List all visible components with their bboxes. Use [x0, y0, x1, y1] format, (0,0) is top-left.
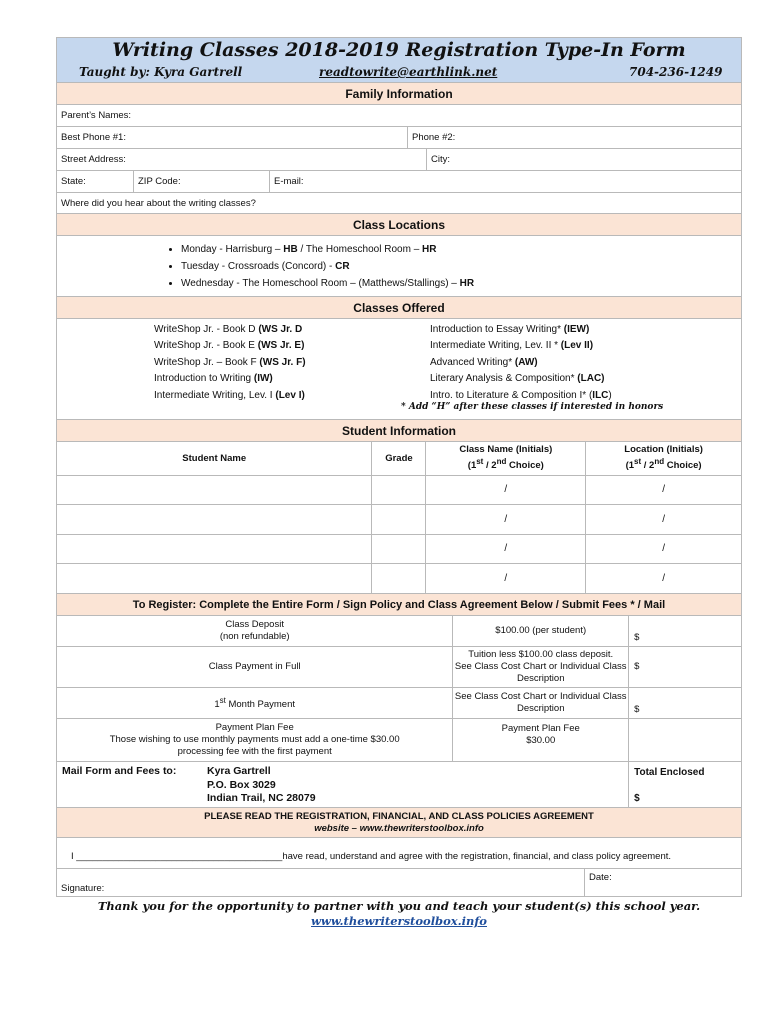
policy-heading — [56, 808, 742, 838]
student-name-field[interactable] — [57, 564, 372, 594]
registration-form — [56, 37, 742, 929]
taught-by: Taught by: Kyra Gartrell — [79, 65, 243, 79]
location-header-line1: Location (Initials) — [624, 444, 703, 456]
class-item: Literary Analysis & Composition* (LAC) — [430, 373, 605, 385]
location-item: • Monday - Harrisburg – HB / The Homeschool Room – HR — [181, 241, 741, 258]
street-address-label: Street Address: — [61, 154, 126, 165]
students-section-heading: Student Information — [56, 420, 742, 442]
mail-row — [57, 762, 742, 808]
location-choice-field[interactable]: / — [586, 475, 742, 505]
location-choice-field[interactable]: / — [586, 564, 742, 594]
referral-label: Where did you hear about the writing classes? — [61, 197, 256, 209]
family-section-heading: Family Information — [56, 83, 742, 105]
first-month-label: 1st Month Payment — [57, 688, 453, 719]
classes-right-column — [430, 322, 612, 404]
form-title: Writing Classes 2018-2019 Registration Type-In Form — [112, 39, 686, 61]
grade-field[interactable] — [372, 475, 426, 505]
student-name-field[interactable] — [57, 505, 372, 535]
email-field[interactable] — [270, 171, 741, 192]
payment-plan-label: Payment Plan Fee Those wishing to use monthly payments must add a one-time $30.00 processing fee with the first payment — [57, 719, 453, 762]
class-item: WriteShop Jr. - Book E (WS Jr. E) — [154, 340, 305, 352]
form-header — [56, 37, 742, 83]
signature-field[interactable] — [57, 869, 585, 896]
agreement-field[interactable] — [56, 838, 742, 869]
first-month-row — [57, 688, 742, 719]
signature-label: Signature: — [61, 883, 105, 894]
deposit-label: Class Deposit (non refundable) — [57, 616, 453, 647]
date-label: Date: — [589, 872, 612, 883]
locations-section-heading: Class Locations — [56, 214, 742, 236]
date-field[interactable] — [585, 869, 741, 896]
class-item: Intermediate Writing, Lev. II * (Lev II) — [430, 340, 594, 352]
zip-label: ZIP Code: — [138, 176, 181, 187]
class-item: WriteShop Jr. - Book D (WS Jr. D — [154, 324, 303, 335]
zip-field[interactable] — [134, 171, 270, 192]
state-field[interactable] — [57, 171, 134, 192]
class-choice-field[interactable]: / — [426, 505, 586, 535]
register-section-heading: To Register: Complete the Entire Form / Sign Policy and Class Agreement Below / Submit Fees * / Mail — [56, 594, 742, 616]
student-row — [57, 564, 742, 594]
phone2-label: Phone #2: — [412, 132, 456, 143]
website-link[interactable]: www.thewriterstoolbox.info — [311, 914, 487, 928]
classes-offered — [56, 319, 742, 420]
deposit-row — [57, 616, 742, 647]
street-address-field[interactable] — [57, 149, 427, 170]
payment-plan-row — [57, 719, 742, 762]
class-item: Introduction to Writing (IW) — [154, 373, 273, 385]
referral-field[interactable] — [56, 193, 742, 214]
full-payment-dollar-field[interactable]: $ — [629, 647, 742, 688]
mail-label: Mail Form and Fees to: — [62, 765, 177, 777]
payment-table — [56, 616, 742, 809]
student-table — [56, 442, 742, 594]
mail-address-lines: Kyra Gartrell P.O. Box 3029 Indian Trail, NC 28079 — [207, 765, 316, 804]
class-item: Advanced Writing* (AW) — [430, 356, 538, 368]
class-name-header — [426, 442, 586, 475]
student-name-field[interactable] — [57, 534, 372, 564]
first-month-dollar-field[interactable]: $ — [629, 688, 742, 719]
student-row — [57, 534, 742, 564]
class-name-header-line1: Class Name (Initials) — [459, 444, 553, 456]
student-name-header: Student Name — [57, 442, 372, 475]
class-item: Intro. to Literature & Composition I* (ILC) — [430, 389, 612, 401]
agreement-name-blank[interactable]: _______________________________________ — [76, 851, 283, 862]
grade-header: Grade — [372, 442, 426, 475]
student-row — [57, 475, 742, 505]
signature-row — [56, 869, 742, 897]
mail-address — [57, 762, 629, 808]
total-enclosed-label: Total Enclosed — [634, 767, 705, 778]
classes-section-heading: Classes Offered — [56, 297, 742, 319]
first-month-amount: See Class Cost Chart or Individual Class Description — [453, 688, 629, 719]
student-name-field[interactable] — [57, 475, 372, 505]
grade-field[interactable] — [372, 564, 426, 594]
phone2-field[interactable] — [408, 127, 741, 148]
class-item: WriteShop Jr. – Book F (WS Jr. F) — [154, 356, 306, 368]
location-item: • Wednesday - The Homeschool Room – (Matthews/Stallings) – HR — [181, 275, 741, 292]
parents-names-label: Parent’s Names: — [61, 110, 132, 121]
contact-email-link[interactable]: readtowrite@earthlink.net — [319, 65, 498, 79]
best-phone-label: Best Phone #1: — [61, 132, 126, 143]
agreement-i: I — [71, 851, 74, 862]
payment-plan-amount: Payment Plan Fee $30.00 — [453, 719, 629, 762]
total-dollar: $ — [634, 793, 640, 804]
payment-plan-dollar-field[interactable] — [629, 719, 742, 762]
total-enclosed-field[interactable] — [629, 762, 742, 808]
location-header — [586, 442, 742, 475]
grade-field[interactable] — [372, 505, 426, 535]
parents-names-field[interactable] — [56, 105, 742, 127]
state-label: State: — [61, 176, 86, 187]
agreement-text: have read, understand and agree with the registration, financial, and class policy agreement. — [282, 851, 672, 862]
class-name-header-line2: (1st / 2nd Choice) — [467, 457, 544, 472]
class-choice-field[interactable]: / — [426, 564, 586, 594]
full-payment-label: Class Payment in Full — [57, 647, 453, 688]
city-label: City: — [431, 154, 450, 165]
class-choice-field[interactable]: / — [426, 475, 586, 505]
contact-phone: 704-236-1249 — [629, 65, 723, 79]
full-payment-row — [57, 647, 742, 688]
best-phone-field[interactable] — [57, 127, 408, 148]
class-item: Introduction to Essay Writing* (IEW) — [430, 324, 590, 335]
policy-line1: PLEASE READ THE REGISTRATION, FINANCIAL, AND CLASS POLICIES AGREEMENT — [204, 811, 594, 822]
location-choice-field[interactable]: / — [586, 505, 742, 535]
location-header-line2: (1st / 2nd Choice) — [625, 457, 702, 472]
full-payment-amount: Tuition less $100.00 class deposit. See Class Cost Chart or Individual Class Description — [453, 647, 629, 688]
student-row — [57, 505, 742, 535]
student-table-header — [57, 442, 742, 475]
deposit-dollar-field[interactable]: $ — [629, 616, 742, 647]
grade-field[interactable] — [372, 534, 426, 564]
location-choice-field[interactable]: / — [586, 534, 742, 564]
classes-left-column — [154, 322, 306, 404]
policy-website[interactable]: website – www.thewriterstoolbox.info — [314, 823, 484, 834]
class-item: Intermediate Writing, Lev. I (Lev I) — [154, 389, 305, 401]
thank-you-message: Thank you for the opportunity to partner with you and teach your student(s) this school year. — [97, 899, 701, 913]
locations-list — [56, 236, 742, 297]
email-label: E-mail: — [274, 176, 304, 187]
class-choice-field[interactable]: / — [426, 534, 586, 564]
location-item: • Tuesday - Crossroads (Concord) - CR — [181, 258, 741, 275]
city-field[interactable] — [427, 149, 741, 170]
footer — [56, 899, 742, 929]
deposit-amount: $100.00 (per student) — [453, 616, 629, 647]
honors-note: * Add “H” after these classes if interested in honors — [401, 402, 664, 412]
